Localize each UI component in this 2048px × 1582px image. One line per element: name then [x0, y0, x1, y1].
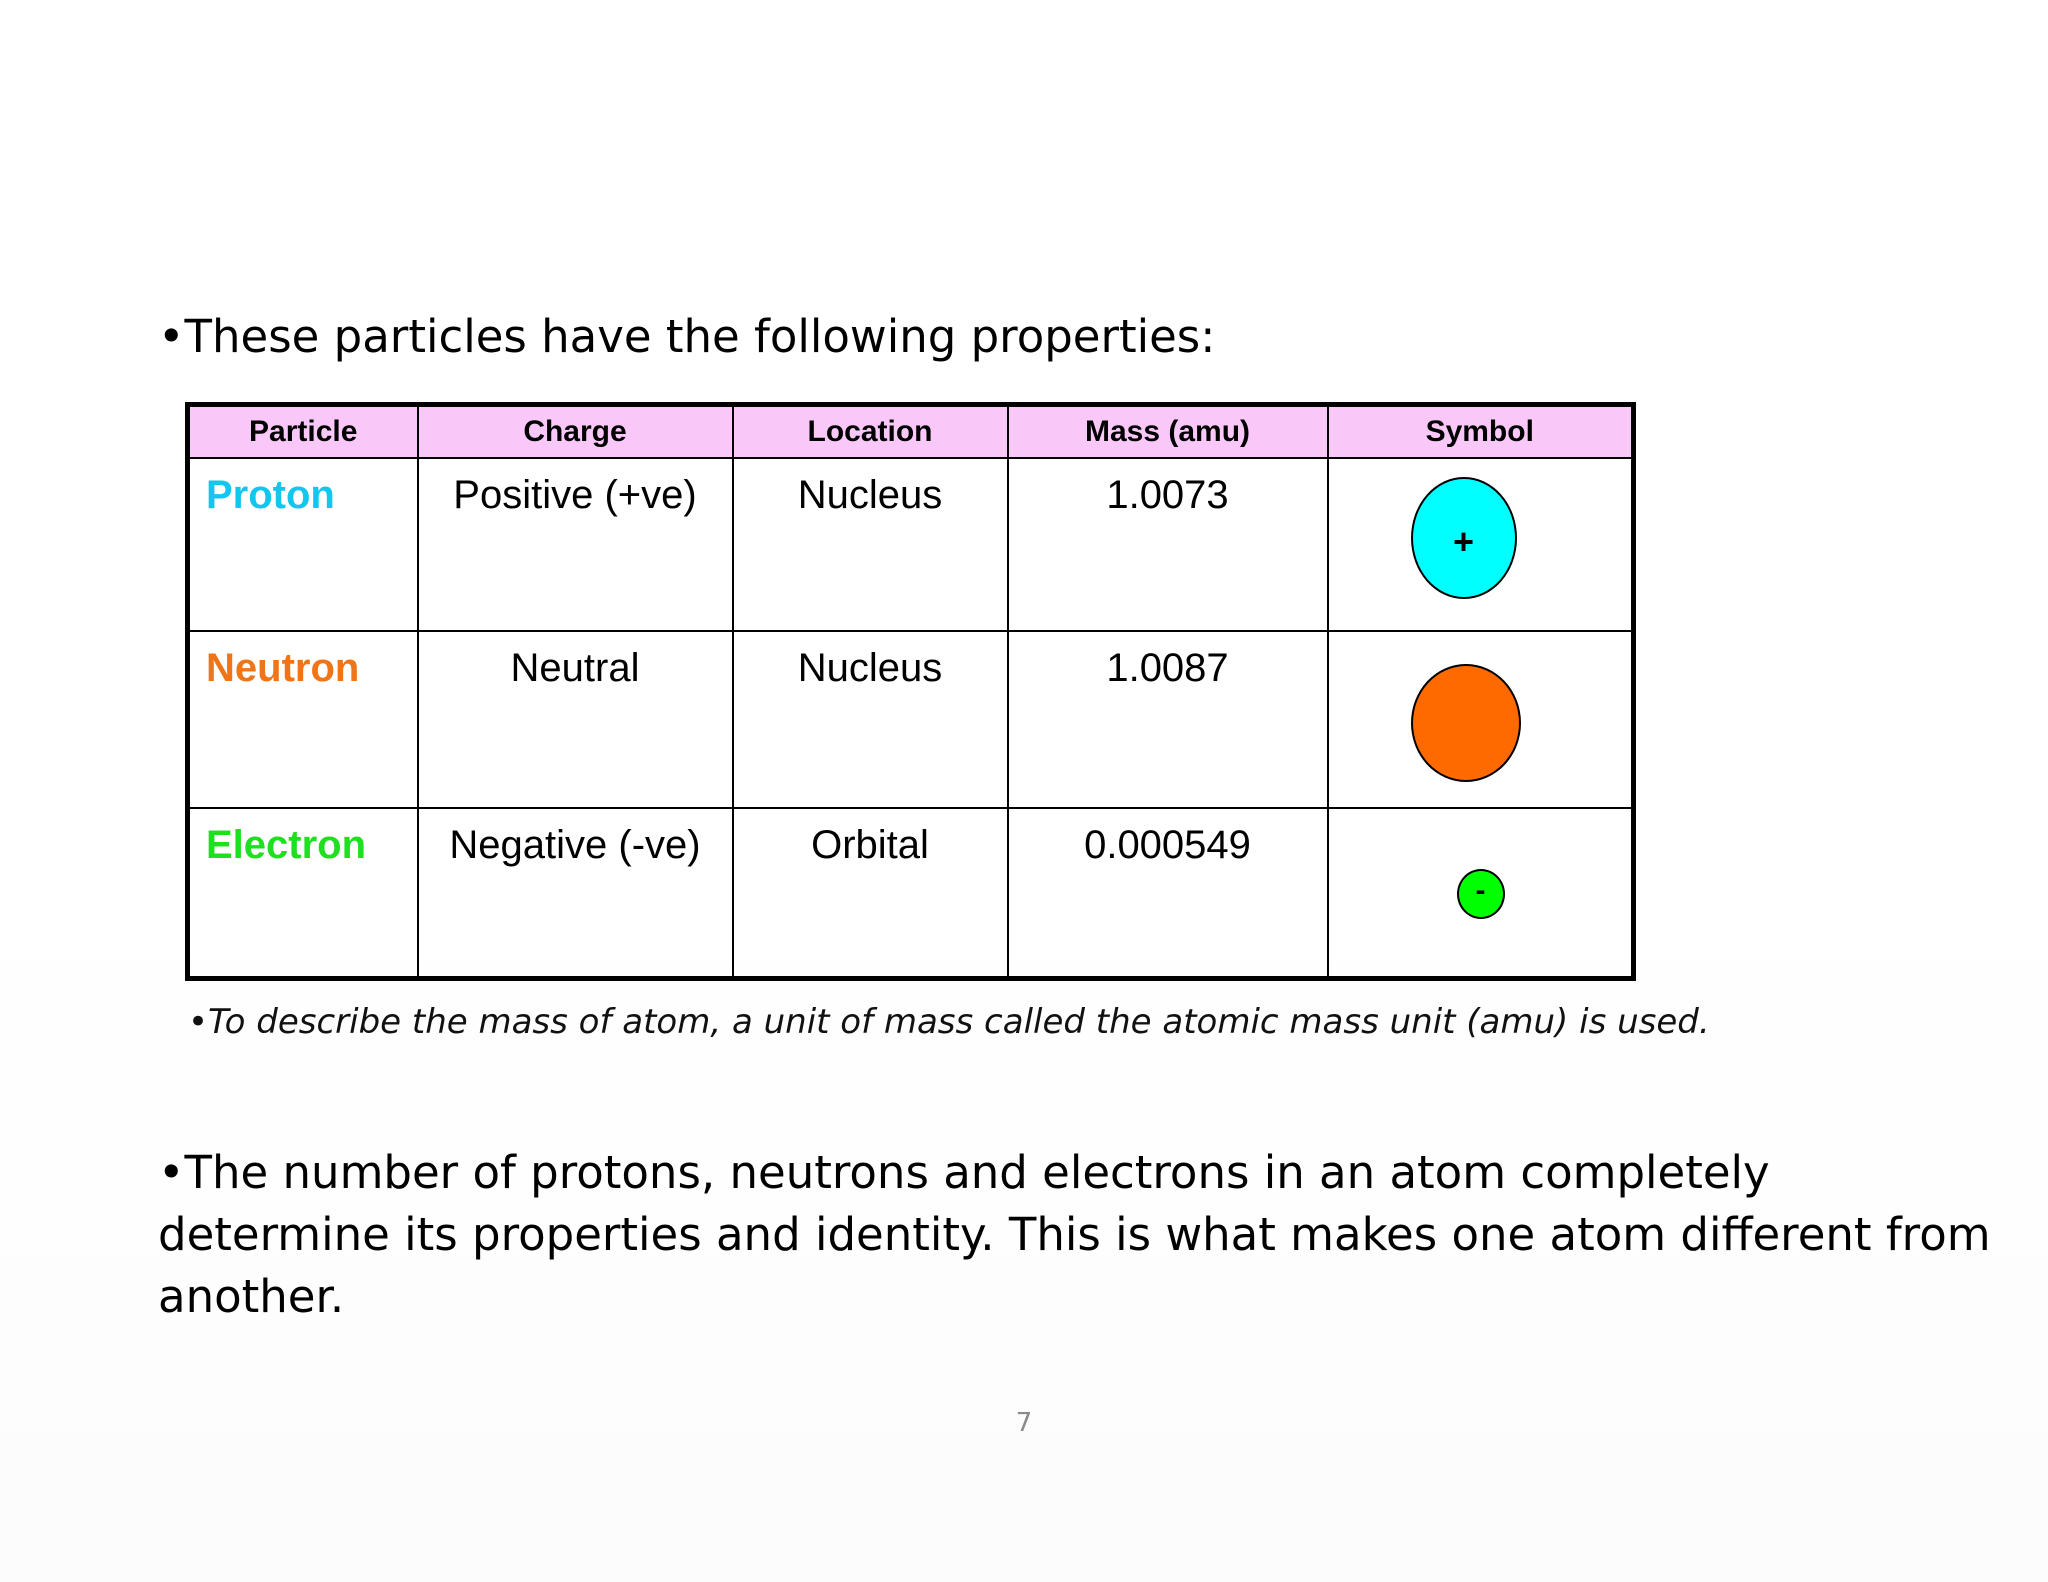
- conclusion-bullet: •The number of protons, neutrons and electrons in an atom completely determine its properties and identity. This is what makes one atom different from another.: [158, 1146, 1991, 1323]
- charge-cell: Positive (+ve): [418, 458, 733, 631]
- neutron-symbol-icon: [1411, 664, 1521, 782]
- charge-cell: Neutral: [418, 631, 733, 808]
- location-cell: Orbital: [733, 808, 1008, 979]
- header-mass: Mass (amu): [1008, 405, 1328, 459]
- header-particle: Particle: [188, 405, 418, 459]
- electron-sign: -: [1475, 874, 1486, 907]
- page-number: 7: [1015, 1408, 1033, 1438]
- particle-name-electron: Electron: [188, 808, 418, 979]
- table-row: [188, 808, 1634, 979]
- proton-sign: +: [1452, 521, 1475, 562]
- table-row: [188, 458, 1634, 631]
- header-charge: Charge: [418, 405, 733, 459]
- header-location: Location: [733, 405, 1008, 459]
- location-cell: Nucleus: [733, 631, 1008, 808]
- symbol-cell: [1328, 631, 1634, 808]
- table-row: [188, 631, 1634, 808]
- symbol-cell: [1328, 458, 1634, 631]
- mass-cell: 0.000549: [1008, 808, 1328, 979]
- header-symbol: Symbol: [1328, 405, 1634, 459]
- amu-note: •To describe the mass of atom, a unit of mass called the atomic mass unit (amu) is used.: [188, 1002, 1710, 1042]
- electron-symbol-icon: [1457, 869, 1505, 919]
- mass-cell: 1.0073: [1008, 458, 1328, 631]
- symbol-cell: [1328, 808, 1634, 979]
- proton-symbol-icon: [1411, 477, 1517, 599]
- table-header-row: [188, 405, 1634, 459]
- intro-bullet: •These particles have the following properties:: [158, 310, 1216, 363]
- particle-properties-table: [185, 402, 1636, 981]
- particle-name-proton: Proton: [188, 458, 418, 631]
- charge-cell: Negative (-ve): [418, 808, 733, 979]
- location-cell: Nucleus: [733, 458, 1008, 631]
- mass-cell: 1.0087: [1008, 631, 1328, 808]
- particle-name-neutron: Neutron: [188, 631, 418, 808]
